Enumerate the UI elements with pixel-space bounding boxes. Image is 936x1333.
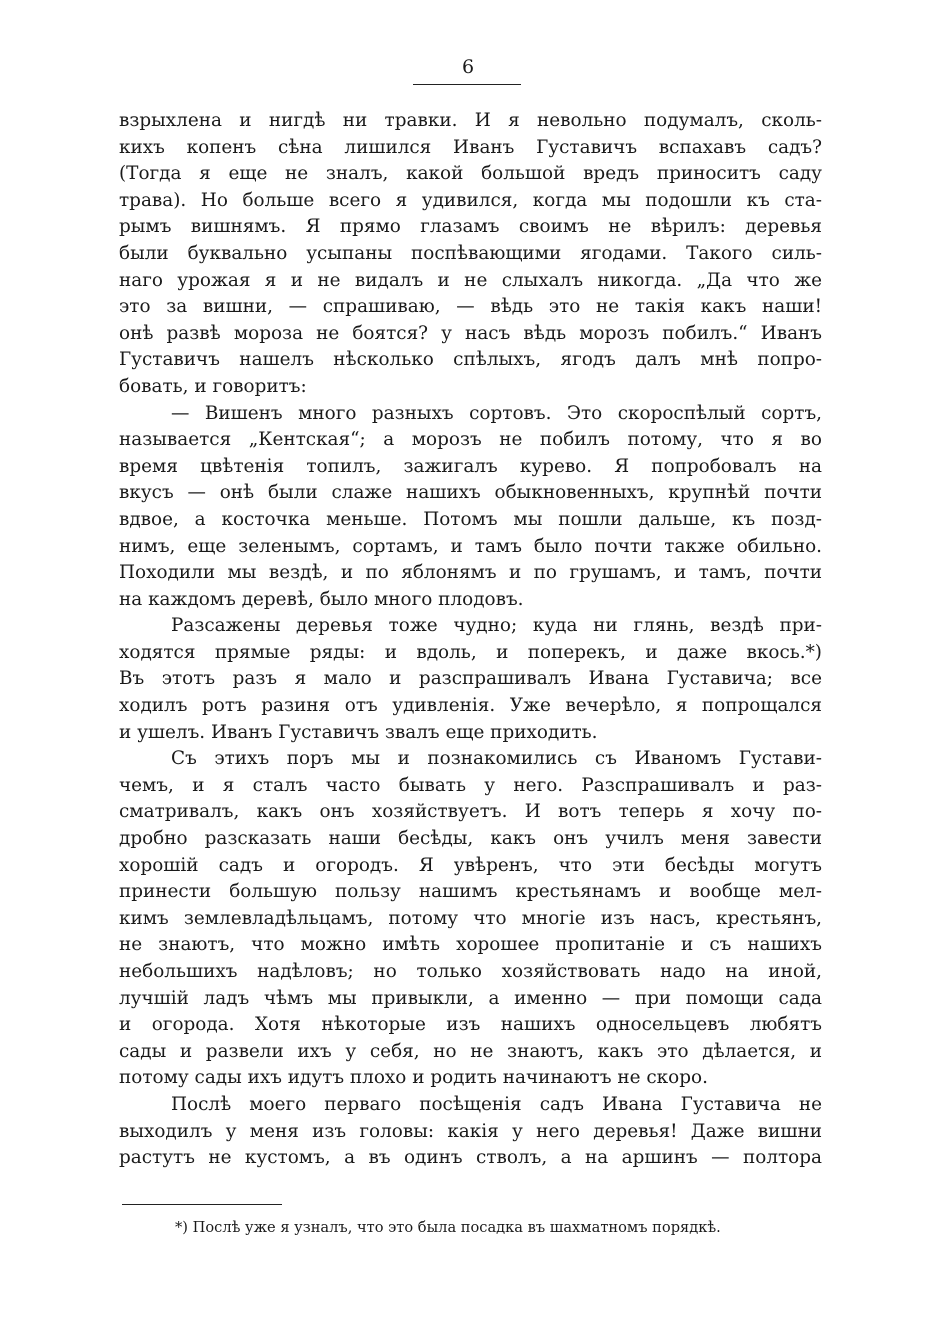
- text-line: ходилъ ротъ разиня отъ удивленія. Уже вечерѣло, я попрощался: [119, 695, 822, 717]
- footnote: *) Послѣ уже я узналъ, что это была посадка въ шахматномъ порядкѣ.: [175, 1219, 721, 1236]
- text-line: бовать, и говоритъ:: [119, 375, 307, 397]
- text-line: лучшій ладъ чѣмъ мы привыкли, а именно — при помощи сада: [119, 987, 822, 1009]
- text-line: это за вишни, — спрашиваю, — вѣдь это не такія какъ наши!: [119, 296, 822, 318]
- text-line: сматривалъ, какъ онъ хозяйствуетъ. И вотъ теперь я хочу по-: [119, 801, 822, 823]
- text-line: трава). Но больше всего я удивился, когда мы подошли къ ста-: [119, 189, 822, 211]
- text-line: дробно разсказать наши бесѣды, какъ онъ училъ меня завести: [119, 828, 822, 850]
- text-line: небольшихъ надѣловъ; но только хозяйствовать надо на иной,: [119, 961, 822, 982]
- footnote-rule: [122, 1204, 282, 1205]
- text-line: хорошій садъ и огородъ. Я увѣренъ, что эти бесѣды могутъ: [119, 854, 822, 876]
- text-line: Густавичъ нашелъ нѣсколько спѣлыхъ, ягодъ далъ мнѣ попро-: [119, 349, 822, 371]
- text-line: вкусъ — онѣ были слаже нашихъ обыкновенныхъ, крупнѣй почти: [119, 482, 822, 504]
- text-line: Съ этихъ поръ мы и познакомились съ Иваномъ Густави-: [171, 748, 822, 770]
- text-line: (Тогда я еще не зналъ, какой большой вредъ приноситъ саду: [119, 163, 822, 185]
- text-line: наго урожая я и не видалъ и не слыхалъ никогда. „Да что же: [119, 269, 822, 291]
- text-line: и огорода. Хотя нѣкоторые изъ нашихъ односельцевъ любятъ: [119, 1014, 822, 1036]
- text-line: на каждомъ деревѣ, было много плодовъ.: [119, 588, 524, 610]
- text-line: выходилъ у меня изъ головы: какія у него деревья! Даже вишни: [119, 1120, 822, 1142]
- page-number: 6: [461, 56, 475, 78]
- text-line: не знаютъ, что можно имѣть хорошее пропитаніе и съ нашихъ: [119, 934, 822, 956]
- text-line: онѣ развѣ мороза не боятся? у насъ вѣдь морозъ побилъ.“ Иванъ: [119, 322, 822, 344]
- page-number-rule: [413, 84, 521, 85]
- text-line: Разсажены деревья тоже чудно; куда ни глянь, вездѣ при-: [171, 615, 822, 637]
- text-line: время цвѣтенія топилъ, зажигалъ курево. Я попробовалъ на: [119, 455, 822, 477]
- text-line: Послѣ моего перваго посѣщенія садъ Ивана Густавича не: [171, 1093, 822, 1115]
- text-line: принести большую пользу нашимъ крестьянамъ и вообще мел-: [119, 881, 822, 903]
- text-line: называется „Кентская“; а морозъ не побилъ потому, что я во: [119, 429, 822, 451]
- text-line: — Вишенъ много разныхъ сортовъ. Это скороспѣлый сортъ,: [171, 402, 822, 424]
- text-line: были буквально усыпаны поспѣвающими ягодами. Такого силь-: [119, 242, 822, 264]
- text-line: потому сады ихъ идутъ плохо и родить начинаютъ не скоро.: [119, 1067, 708, 1089]
- text-line: сады и развели ихъ у себя, но не знаютъ, какъ это дѣлается, и: [119, 1040, 822, 1062]
- text-line: и ушелъ. Иванъ Густавичъ звалъ еще приходить.: [119, 721, 598, 743]
- text-line: кимъ землевладѣльцамъ, потому что многіе изъ насъ, крестьянъ,: [119, 907, 822, 929]
- body-text: [119, 108, 822, 1172]
- text-line: взрыхлена и нигдѣ ни травки. И я невольно подумалъ, сколь-: [119, 110, 822, 131]
- text-line: ходятся прямые ряды: и вдоль, и поперекъ, и даже вкось.*): [119, 641, 822, 663]
- text-line: растутъ не кустомъ, а въ одинъ стволъ, а на аршинъ — полтора: [119, 1147, 822, 1169]
- text-line: нимъ, еще зеленымъ, сортамъ, и тамъ было почти также обильно.: [119, 535, 822, 557]
- text-line: Походили мы вездѣ, и по яблонямъ и по грушамъ, и тамъ, почти: [119, 562, 822, 584]
- text-line: рымъ вишнямъ. Я прямо глазамъ своимъ не вѣрилъ: деревья: [119, 216, 822, 238]
- text-line: кихъ копенъ сѣна лишился Иванъ Густавичъ вспахавъ садъ?: [119, 136, 822, 158]
- text-line: вдвое, а косточка меньше. Потомъ мы пошли дальше, къ позд-: [119, 508, 822, 530]
- text-line: Въ этотъ разъ я мало и разспрашивалъ Ивана Густавича; все: [119, 668, 822, 690]
- text-line: чемъ, и я сталъ часто бывать у него. Разспрашивалъ и раз-: [119, 774, 822, 796]
